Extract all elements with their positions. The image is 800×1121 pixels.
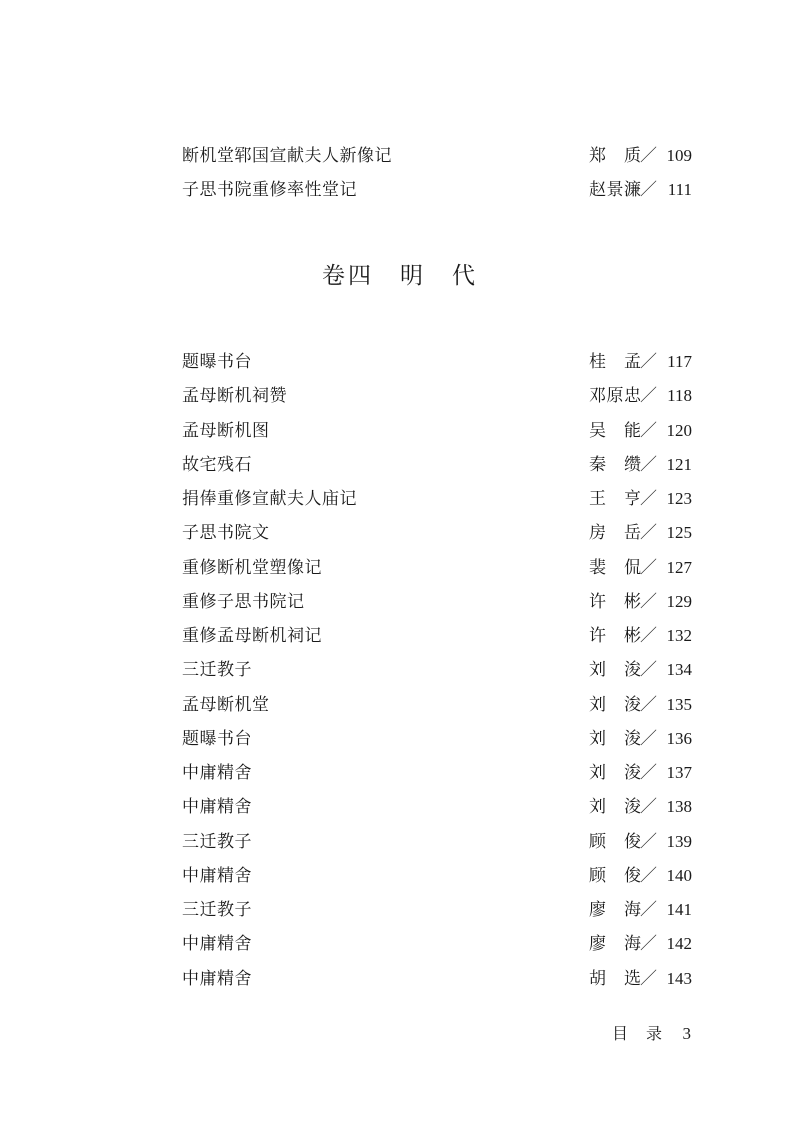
footer-label: 目 录 [612, 1024, 664, 1043]
entry-author: 廖 海 [589, 900, 642, 920]
toc-entry [182, 555, 692, 581]
toc-entry [182, 177, 692, 203]
toc-entry [182, 692, 692, 718]
entry-author: 吴 能 [589, 421, 642, 441]
entry-title: 三迁教子 [182, 832, 252, 852]
entry-separator: ／ [640, 558, 657, 578]
entry-title: 故宅残石 [182, 455, 252, 475]
entry-author: 王 亨 [589, 489, 642, 509]
entry-author: 许 彬 [589, 626, 642, 646]
entry-separator: ／ [640, 934, 657, 954]
entry-title: 三迁教子 [182, 660, 252, 680]
entry-page-number: 140 [666, 866, 692, 885]
toc-entry [182, 349, 692, 375]
entry-separator: ／ [640, 180, 657, 200]
entry-title: 题曝书台 [182, 352, 252, 372]
entry-page-number: 132 [666, 626, 692, 645]
toc-entry [182, 726, 692, 752]
toc-entry [182, 829, 692, 855]
entry-title: 中庸精舍 [182, 866, 252, 886]
entry-title: 子思书院文 [182, 523, 270, 543]
entry-page-number: 129 [666, 592, 692, 611]
entry-title: 重修子思书院记 [182, 592, 305, 612]
entry-title: 孟母断机图 [182, 421, 270, 441]
entry-author: 房 岳 [589, 523, 642, 543]
entry-author: 郑 质 [589, 146, 642, 166]
entry-page-number: 125 [666, 523, 692, 542]
entry-page-number: 143 [666, 969, 692, 988]
entry-page-number: 137 [666, 763, 692, 782]
page-footer [600, 1020, 695, 1048]
toc-entry [182, 383, 692, 409]
entry-title: 子思书院重修率性堂记 [182, 180, 357, 200]
entry-page-number: 120 [666, 421, 692, 440]
entry-separator: ／ [640, 797, 657, 817]
toc-entry [182, 966, 692, 992]
toc-entry [182, 623, 692, 649]
entry-separator: ／ [640, 523, 657, 543]
entry-separator: ／ [640, 352, 657, 372]
entry-title: 孟母断机祠赞 [182, 386, 287, 406]
entry-page-number: 136 [666, 729, 692, 748]
entry-separator: ／ [640, 489, 657, 509]
entry-separator: ／ [640, 386, 657, 406]
toc-entry [182, 418, 692, 444]
entry-title: 三迁教子 [182, 900, 252, 920]
toc-entry [182, 897, 692, 923]
entry-author: 裴 侃 [589, 558, 642, 578]
entry-separator: ／ [640, 866, 657, 886]
toc-entry [182, 452, 692, 478]
entry-separator: ／ [640, 763, 657, 783]
toc-entry [182, 863, 692, 889]
entry-author: 刘 浚 [589, 660, 642, 680]
toc-entry [182, 794, 692, 820]
section-heading: 卷四 明 代 [322, 263, 478, 289]
entry-title: 中庸精舍 [182, 969, 252, 989]
entry-separator: ／ [640, 695, 657, 715]
entry-page-number: 134 [666, 660, 692, 679]
entry-separator: ／ [640, 455, 657, 475]
entry-page-number: 118 [667, 386, 692, 405]
entry-separator: ／ [640, 592, 657, 612]
entry-title: 中庸精舍 [182, 934, 252, 954]
entry-author: 胡 选 [589, 969, 642, 989]
toc-entry [182, 589, 692, 615]
entry-title: 重修孟母断机祠记 [182, 626, 322, 646]
toc-entry [182, 486, 692, 512]
entry-separator: ／ [640, 421, 657, 441]
toc-entry [182, 657, 692, 683]
entry-separator: ／ [640, 969, 657, 989]
entry-separator: ／ [640, 146, 657, 166]
entry-title: 题曝书台 [182, 729, 252, 749]
entry-author: 秦 缵 [589, 455, 642, 475]
entry-page-number: 111 [667, 180, 692, 199]
entry-title: 中庸精舍 [182, 763, 252, 783]
entry-page-number: 141 [666, 900, 692, 919]
entry-author: 许 彬 [589, 592, 642, 612]
entry-author: 顾 俊 [589, 832, 642, 852]
toc-entry [182, 760, 692, 786]
entry-author: 刘 浚 [589, 763, 642, 783]
entry-author: 桂 孟 [589, 352, 642, 372]
entry-separator: ／ [640, 626, 657, 646]
entry-page-number: 138 [666, 797, 692, 816]
entry-author: 邓原忠 [589, 386, 642, 406]
entry-page-number: 135 [666, 695, 692, 714]
entry-separator: ／ [640, 832, 657, 852]
entry-page-number: 127 [666, 558, 692, 577]
entry-separator: ／ [640, 900, 657, 920]
entry-author: 刘 浚 [589, 729, 642, 749]
entry-title: 重修断机堂塑像记 [182, 558, 322, 578]
entry-separator: ／ [640, 660, 657, 680]
page-number: 3 [682, 1024, 691, 1043]
entry-author: 赵景濂 [589, 180, 642, 200]
entry-page-number: 117 [667, 352, 692, 371]
entry-title: 孟母断机堂 [182, 695, 270, 715]
toc-entry [182, 520, 692, 546]
entry-author: 顾 俊 [589, 866, 642, 886]
entry-author: 刘 浚 [589, 695, 642, 715]
entry-title: 捐俸重修宣献夫人庙记 [182, 489, 357, 509]
entry-page-number: 139 [666, 832, 692, 851]
entry-separator: ／ [640, 729, 657, 749]
entry-title: 中庸精舍 [182, 797, 252, 817]
entry-author: 刘 浚 [589, 797, 642, 817]
entry-page-number: 121 [666, 455, 692, 474]
entry-title: 断机堂郓国宣献夫人新像记 [182, 146, 392, 166]
toc-entry [182, 143, 692, 169]
toc-entry [182, 931, 692, 957]
entry-page-number: 142 [666, 934, 692, 953]
entry-author: 廖 海 [589, 934, 642, 954]
entry-page-number: 123 [666, 489, 692, 508]
entry-page-number: 109 [666, 146, 692, 165]
